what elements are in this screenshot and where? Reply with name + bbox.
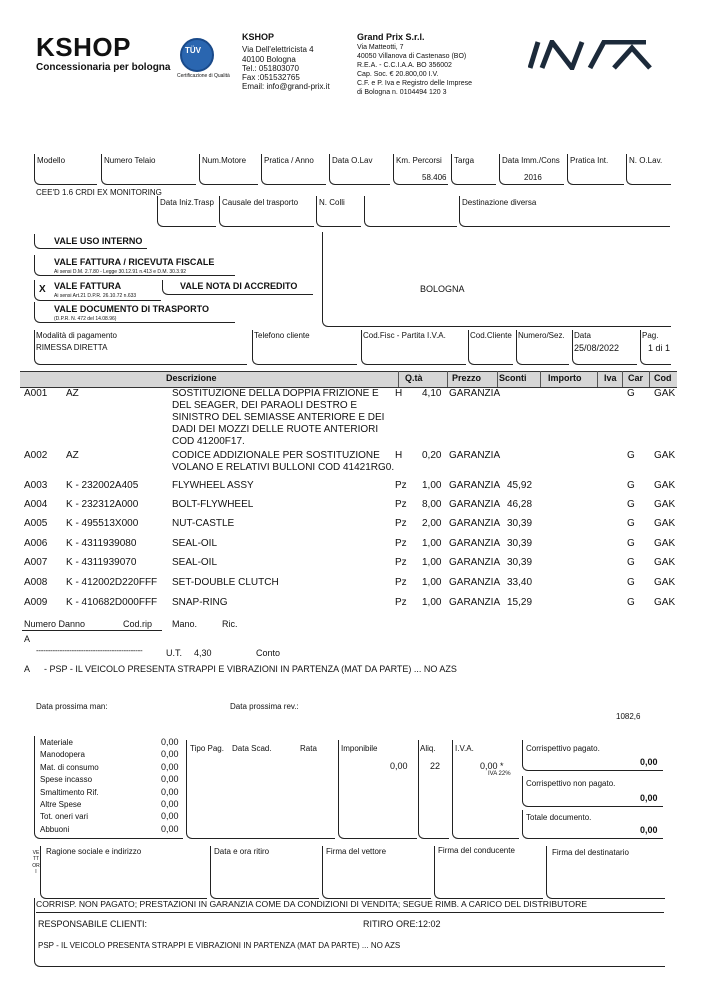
row-cod: GAK (654, 557, 676, 568)
row-description: NUT-CASTLE (172, 518, 235, 529)
payment-field-label: Modalità di pagamento (36, 331, 117, 340)
row-car: G (627, 518, 635, 529)
totals-item-label: Manodopera (40, 750, 85, 760)
row-unit: Pz (395, 499, 407, 510)
row-car: G (627, 388, 635, 399)
certification-badge-text: TÜV (185, 46, 201, 55)
table-header-separator (540, 371, 541, 387)
row-car: G (627, 597, 635, 608)
carrier-signature-label: Firma del vettore (326, 847, 387, 856)
row-price: GARANZIA (449, 538, 501, 549)
vehicle-field-label: Data O.Lav (332, 156, 373, 165)
row-code: A009 (24, 597, 48, 608)
voucher-fattura-ricevuta: VALE FATTURA / RICEVUTA FISCALE (54, 257, 215, 267)
totals-item-value: 0,00 (161, 761, 179, 772)
transport-field-label: N. Colli (319, 198, 345, 207)
footer-conditions: CORRISP. NON PAGATO; PRESTAZIONI IN GARANZIA COME DA CONDIZIONI DI VENDITA; SEGUE RIMB. A CARICO DEL DISTRIBUTORE (36, 899, 588, 909)
vehicle-field-label: Modello (37, 156, 66, 165)
transport-field-box (364, 196, 457, 227)
row-discount: 30,39 (507, 557, 533, 568)
row-cod: GAK (654, 597, 676, 608)
payment-field-label: Cod.Fisc - Partita I.V.A. (363, 331, 446, 340)
footer-box (34, 898, 665, 967)
payment-field-label: Cod.Cliente (470, 331, 512, 340)
col-header-prezzo: Prezzo (452, 373, 482, 383)
ut-value: 4,30 (194, 648, 212, 658)
voucher-fattura-note: Ai sensi Art.21 D.P.R. 26.10.72 n.633 (54, 293, 137, 299)
shop-name: KSHOP (242, 32, 275, 42)
totals-item-value: 0,00 (161, 823, 179, 834)
totals-item-label: Altre Spese (40, 800, 82, 809)
damage-mano-label: Mano. (172, 619, 198, 629)
row-description: FLYWHEEL ASSY (172, 480, 254, 491)
transport-field-label: Causale del trasporto (222, 198, 299, 207)
recipient-signature-label: Firma del destinatario (552, 848, 629, 857)
aliq-label: Aliq. (420, 744, 436, 753)
row-description: VOLANO E RELATIVI BULLONI COD 41421RG0. (172, 462, 395, 473)
row-description: DEL SEAGER, DEI PARAOLI DESTRO E (172, 400, 358, 411)
payment-method: RIMESSA DIRETTA (36, 343, 108, 352)
row-description: SEAL-OIL (172, 557, 218, 568)
voucher-nota-accredito: VALE NOTA DI ACCREDITO (180, 281, 298, 291)
km-value: 58.406 (422, 173, 447, 182)
shop-phone: Tel.: 051803070 (242, 64, 299, 73)
next-maintenance-label: Data prossima man: (36, 702, 108, 711)
totale-doc-label: Totale documento. (526, 813, 592, 822)
vehicle-field-label: Km. Percorsi (396, 156, 442, 165)
row-description: COD 41200F17. (172, 436, 245, 447)
row-price: GARANZIA (449, 557, 501, 568)
row-reference: K - 4311939080 (66, 538, 137, 549)
col-header-sconti: Sconti (499, 373, 527, 383)
imponibile-value: 0,00 (390, 761, 408, 771)
row-quantity: 8,00 (422, 499, 442, 510)
row-unit: H (395, 388, 403, 399)
document-date: 25/08/2022 (574, 343, 620, 353)
damage-number-label: Numero Danno (24, 619, 86, 629)
data-scad-label: Data Scad. (232, 744, 272, 753)
row-discount: 30,39 (507, 538, 533, 549)
corr-pagato-value: 0,00 (640, 757, 658, 767)
row-code: A007 (24, 557, 48, 568)
vehicle-field-label: Numero Telaio (104, 156, 156, 165)
row-unit: Pz (395, 518, 407, 529)
payment-terms-box (186, 740, 335, 839)
row-quantity: 4,10 (422, 388, 442, 399)
table-header-separator (649, 371, 650, 387)
payment-field-label: Pag. (642, 331, 659, 340)
imponibile-label: Imponibile (341, 744, 378, 753)
brand-subtitle: Concessionaria per bologna (36, 62, 171, 73)
row-code: A001 (24, 388, 48, 399)
row-car: G (627, 577, 635, 588)
row-cod: GAK (654, 538, 676, 549)
totale-doc-value: 0,00 (640, 825, 658, 835)
row-reference: K - 4311939070 (66, 557, 137, 568)
vehicle-field-label: Data Imm./Cons (502, 156, 560, 165)
row-description: SINISTRO DEL SEMIASSE ANTERIORE E DEI (172, 412, 385, 423)
note-letter: A (24, 664, 31, 674)
brand-name: KSHOP (36, 32, 131, 62)
row-reference: K - 232002A405 (66, 480, 139, 491)
row-price: GARANZIA (449, 518, 501, 529)
row-unit: Pz (395, 597, 407, 608)
driver-signature-label: Firma del conducente (438, 846, 515, 855)
row-price: GARANZIA (449, 450, 501, 461)
totals-item-label: Materiale (40, 738, 73, 747)
damage-header-underline (22, 630, 162, 631)
imponibile-box (338, 740, 417, 839)
totals-item-label: Mat. di consumo (40, 762, 99, 772)
col-header-cod: Cod (654, 373, 672, 383)
damage-letter: A (24, 634, 31, 644)
row-code: A005 (24, 518, 48, 529)
row-discount: 45,92 (507, 480, 533, 491)
row-description: DADI DEI MOZZI DELLE RUOTE ANTERIORI (172, 424, 379, 435)
totals-item-label: Spese incasso (40, 775, 93, 785)
totals-item-value: 0,00 (161, 786, 179, 797)
col-header-qty: Q.tà (405, 373, 423, 383)
row-description: CODICE ADDIZIONALE PER SOSTITUZIONE (172, 450, 380, 461)
rata-label: Rata (300, 744, 317, 753)
row-unit: Pz (395, 577, 407, 588)
damage-ric-label: Ric. (222, 619, 238, 629)
corr-non-pagato-label: Corrispettivo non pagato. (526, 779, 616, 788)
row-description: SNAP-RING (172, 597, 228, 608)
row-code: A008 (24, 577, 48, 588)
col-header-descrizione: Descrizione (166, 373, 217, 383)
totals-item-value: 0,00 (161, 774, 179, 785)
responsabile-label: RESPONSABILE CLIENTI: (38, 919, 148, 929)
row-quantity: 1,00 (422, 480, 442, 491)
col-header-importo: Importo (548, 373, 582, 383)
payment-field-label: Numero/Sez. (518, 331, 565, 340)
row-description: SEAL-OIL (172, 538, 218, 549)
ritiro-label: RITIRO ORE:12:02 (363, 919, 441, 929)
row-description: BOLT-FLYWHEEL (172, 499, 254, 510)
row-car: G (627, 480, 635, 491)
iva-box (452, 740, 519, 839)
company-capital: Cap. Soc. € 20.800,00 I.V. (357, 71, 439, 78)
payment-field-label: Data (574, 331, 591, 340)
row-quantity: 1,00 (422, 557, 442, 568)
company-address: Via Matteotti, 7 (357, 44, 404, 51)
voucher-fattura: VALE FATTURA (54, 281, 122, 291)
damage-dashes: --------------------------------------------- (36, 646, 143, 655)
row-cod: GAK (654, 480, 676, 491)
voucher-ddt: VALE DOCUMENTO DI TRASPORTO (54, 304, 210, 314)
col-header-car: Car (628, 373, 644, 383)
next-value: 1082,6 (616, 712, 641, 721)
row-cod: GAK (654, 388, 676, 399)
row-discount: 15,29 (507, 597, 533, 608)
tipo-pag-label: Tipo Pag. (190, 744, 224, 753)
vehicle-field-label: Pratica Int. (570, 156, 609, 165)
row-quantity: 1,00 (422, 597, 442, 608)
next-revision-label: Data prossima rev.: (230, 702, 299, 711)
iva-label: I.V.A. (455, 744, 474, 753)
totals-item-label: Tot. oneri vari (40, 812, 89, 822)
row-code: A006 (24, 538, 48, 549)
row-discount: 30,39 (507, 518, 533, 529)
transport-field-label: Destinazione diversa (462, 198, 537, 207)
carrier-name-label: Ragione sociale e indirizzo (46, 847, 142, 856)
voucher-ddt-note: (D.P.R. N. 472 del 14.08.96) (54, 316, 117, 322)
row-cod: GAK (654, 450, 676, 461)
aliq-value: 22 (430, 761, 441, 771)
row-price: GARANZIA (449, 577, 501, 588)
row-price: GARANZIA (449, 499, 501, 510)
row-code: A003 (24, 480, 48, 491)
row-cod: GAK (654, 499, 676, 510)
totals-item-value: 0,00 (161, 749, 179, 760)
damage-note: - PSP - IL VEICOLO PRESENTA STRAPPI E VIBRAZIONI IN PARTENZA (MAT DA PARTE) ... NO AZS (44, 664, 457, 674)
totals-item-label: Smaltimento Rif. (40, 787, 99, 797)
vehicle-field-label: Targa (454, 156, 475, 165)
row-quantity: 2,00 (422, 518, 442, 529)
carrier-side-text: VETTORI (32, 850, 40, 876)
voucher-fattura-ricevuta-note: Ai sensi D.M. 2.7.80 - Legge 30.12.91 n.413 e D.M. 30.3.92 (54, 269, 187, 275)
row-price: GARANZIA (449, 597, 501, 608)
corr-non-pagato-value: 0,00 (640, 793, 658, 803)
vehicle-field-label: Num.Motore (202, 156, 247, 165)
aliq-box (418, 740, 449, 839)
table-header-separator (398, 371, 399, 387)
totals-item-label: Abbuoni (40, 824, 70, 834)
row-car: G (627, 557, 635, 568)
footer-note: PSP - IL VEICOLO PRESENTA STRAPPI E VIBRAZIONI IN PARTENZA (MAT DA PARTE) ... NO AZS (38, 941, 401, 950)
col-header-iva: Iva (604, 373, 617, 383)
row-unit: Pz (395, 480, 407, 491)
row-reference: AZ (66, 388, 79, 399)
row-cod: GAK (654, 577, 676, 588)
totals-item-value: 0,00 (161, 737, 179, 747)
row-unit: Pz (395, 557, 407, 568)
shop-email: Email: info@grand-prix.it (242, 82, 330, 91)
shop-city: 40100 Bologna (242, 55, 296, 64)
customer-city: BOLOGNA (420, 284, 465, 294)
page-number: 1 di 1 (648, 343, 671, 353)
row-code: A004 (24, 499, 48, 510)
company-vat: C.F. e P. Iva e Registro delle Imprese (357, 80, 473, 87)
pickup-date-label: Data e ora ritiro (214, 847, 270, 856)
payment-field-label: Telefono cliente (254, 331, 310, 340)
row-code: A002 (24, 450, 48, 461)
row-reference: K - 412002D220FFF (66, 577, 158, 588)
voucher-x-mark: X (39, 284, 46, 295)
damage-codrip-label: Cod.rip (123, 619, 153, 629)
row-price: GARANZIA (449, 480, 501, 491)
row-discount: 33,40 (507, 577, 533, 588)
vehicle-field-label: N. O.Lav. (629, 156, 663, 165)
shop-address: Via Dell'elettricista 4 (242, 45, 314, 54)
table-header-separator (597, 371, 598, 387)
vehicle-field-label: Pratica / Anno (264, 156, 314, 165)
totals-item-value: 0,00 (161, 799, 179, 809)
row-car: G (627, 450, 635, 461)
row-unit: Pz (395, 538, 407, 549)
row-cod: GAK (654, 518, 676, 529)
row-description: SOSTITUZIONE DELLA DOPPIA FRIZIONE E (172, 388, 379, 399)
row-quantity: 1,00 (422, 577, 442, 588)
certification-seal (180, 38, 214, 72)
row-unit: H (395, 450, 403, 461)
certification-caption: Certificazione di Qualità (177, 73, 230, 79)
conto-label: Conto (256, 648, 281, 658)
company-rea: R.E.A. - C.C.I.A.A. BO 356002 (357, 62, 452, 69)
year-value: 2016 (524, 173, 542, 182)
transport-field-label: Data Iniz.Trasp (160, 198, 214, 207)
shop-fax: Fax :051532765 (242, 73, 300, 82)
kia-logo (528, 40, 652, 70)
company-name: Grand Prix S.r.l. (357, 32, 425, 42)
company-register: di Bologna n. 0104494 120 3 (357, 89, 447, 96)
customer-address-box (322, 232, 671, 327)
row-quantity: 1,00 (422, 538, 442, 549)
row-quantity: 0,20 (422, 450, 442, 461)
iva-value: 0,00 * (480, 761, 504, 771)
row-car: G (627, 499, 635, 510)
row-reference: K - 232312A000 (66, 499, 139, 510)
row-car: G (627, 538, 635, 549)
iva-note: IVA 22% (488, 771, 511, 777)
corr-pagato-label: Corrispettivo pagato. (526, 744, 600, 753)
row-description: SET-DOUBLE CLUTCH (172, 577, 279, 588)
table-header-separator (447, 371, 448, 387)
table-header-separator (497, 371, 498, 387)
company-city: 40050 Villanova di Castenaso (BO) (357, 53, 467, 60)
table-header-separator (622, 371, 623, 387)
row-reference: AZ (66, 450, 79, 461)
row-reference: K - 410682D000FFF (66, 597, 158, 608)
row-price: GARANZIA (449, 388, 501, 399)
voucher-interno: VALE USO INTERNO (54, 236, 143, 246)
row-reference: K - 495513X000 (66, 518, 139, 529)
totals-item-value: 0,00 (161, 811, 179, 822)
row-discount: 46,28 (507, 499, 533, 510)
ut-label: U.T. (166, 648, 183, 658)
model-value: CEE'D 1.6 CRDI EX MONITORING (36, 188, 162, 197)
